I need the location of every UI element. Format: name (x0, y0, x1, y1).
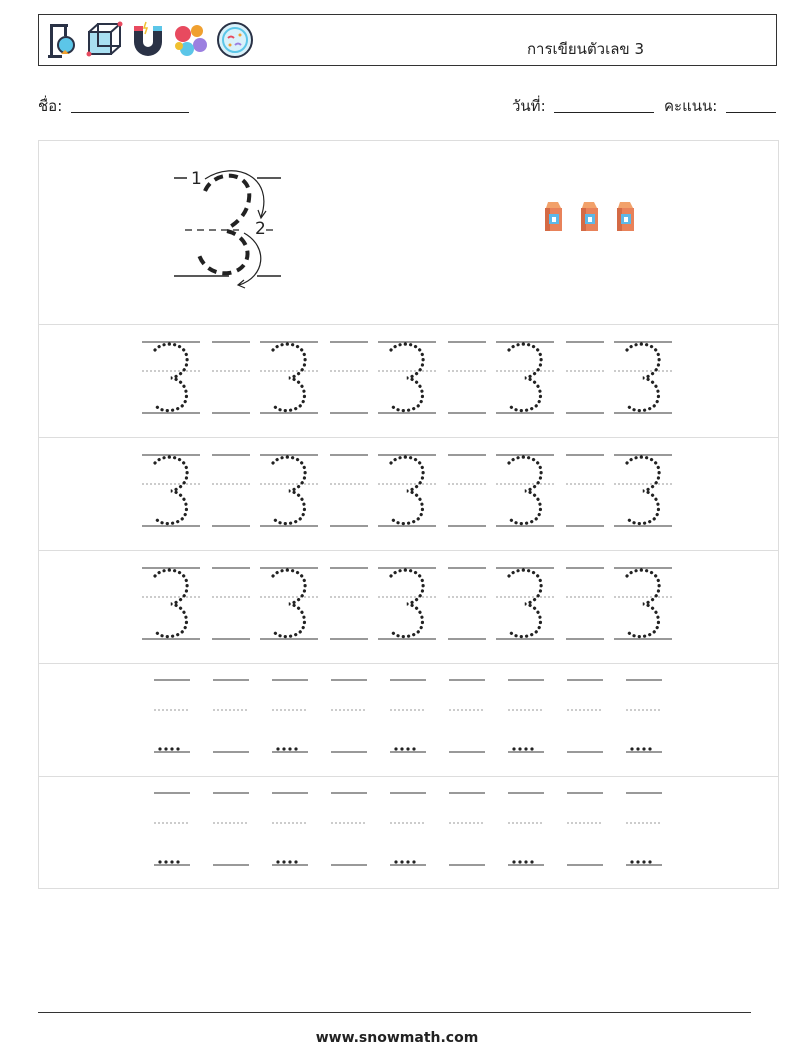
milk-carton-icon (545, 202, 562, 231)
blank-cell[interactable] (272, 793, 308, 865)
worksheet-header (38, 14, 777, 66)
cube-icon (85, 20, 125, 60)
traced-digit[interactable] (391, 344, 423, 410)
blank-cell[interactable] (331, 680, 367, 752)
blank-row-svg (39, 777, 778, 888)
name-label: ชื่อ: (38, 97, 63, 115)
blank-cell[interactable] (331, 793, 367, 865)
score-field (664, 94, 776, 118)
blank-cell[interactable] (567, 793, 603, 865)
traced-row-svg (39, 551, 778, 663)
blank-cell[interactable] (449, 680, 485, 752)
footer-divider (38, 1012, 751, 1013)
score-line (726, 112, 776, 113)
date-line (554, 112, 654, 113)
blank-cell[interactable] (390, 680, 426, 752)
traced-digit[interactable] (391, 570, 423, 636)
blank-cell[interactable] (508, 680, 544, 752)
demo-row (39, 141, 778, 325)
traced-row-svg (39, 438, 778, 550)
traced-digit[interactable] (627, 457, 659, 523)
traced-row-svg (39, 325, 778, 437)
traced-digit[interactable] (627, 570, 659, 636)
traced-row-3 (39, 551, 778, 664)
blank-cell[interactable] (154, 680, 190, 752)
traced-row-2 (39, 438, 778, 551)
date-label: วันที่: (512, 97, 546, 115)
traced-digit[interactable] (509, 344, 541, 410)
traced-digit[interactable] (273, 344, 305, 410)
petri-dish-icon (215, 20, 255, 60)
blank-cell[interactable] (626, 680, 662, 752)
blank-cell[interactable] (213, 680, 249, 752)
blank-cell[interactable] (154, 793, 190, 865)
traced-digit[interactable] (273, 457, 305, 523)
blank-cell[interactable] (567, 680, 603, 752)
blank-cell[interactable] (390, 793, 426, 865)
blank-cell[interactable] (449, 793, 485, 865)
blank-row-svg (39, 664, 778, 776)
traced-digit[interactable] (155, 344, 187, 410)
traced-digit[interactable] (509, 457, 541, 523)
item-group (545, 202, 634, 231)
header-icons (47, 20, 255, 60)
traced-digit[interactable] (509, 570, 541, 636)
milk-carton-icon (581, 202, 598, 231)
stroke-guide (174, 169, 281, 288)
blank-cell[interactable] (272, 680, 308, 752)
demo-svg (39, 141, 778, 324)
worksheet-title: การเขียนตัวเลข 3 (526, 40, 644, 58)
footer-url: www.snowmath.com (315, 1030, 479, 1046)
milk-carton-icon (617, 202, 634, 231)
name-line (71, 112, 189, 113)
lab-stand-icon (47, 20, 81, 60)
name-field (38, 94, 189, 118)
traced-digit[interactable] (155, 457, 187, 523)
blank-row-1 (39, 664, 778, 777)
score-label: คะแนน: (664, 97, 718, 115)
traced-digit[interactable] (627, 344, 659, 410)
molecules-icon (171, 20, 211, 60)
traced-digit[interactable] (391, 457, 423, 523)
traced-digit[interactable] (273, 570, 305, 636)
traced-digit[interactable] (155, 570, 187, 636)
stroke-label-2: 2 (255, 219, 266, 239)
blank-cell[interactable] (213, 793, 249, 865)
practice-grid (38, 140, 779, 889)
blank-cell[interactable] (626, 793, 662, 865)
date-field (512, 94, 654, 118)
blank-row-2 (39, 777, 778, 889)
magnet-icon (129, 20, 167, 60)
blank-cell[interactable] (508, 793, 544, 865)
traced-row-1 (39, 325, 778, 438)
stroke-label-1: 1 (191, 169, 202, 189)
